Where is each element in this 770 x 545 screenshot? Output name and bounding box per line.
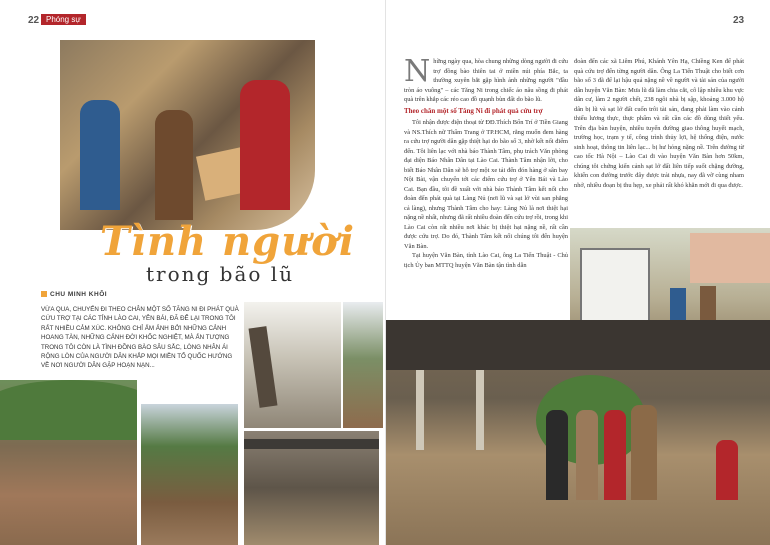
photo-landslide-road (0, 380, 137, 545)
author-byline: CHU MINH KHÔI (41, 291, 107, 298)
intro-paragraph (404, 54, 568, 105)
page-number-right: 23 (733, 15, 745, 26)
article-lede: VỪA QUA, CHUYẾN ĐI THEO CHÂN MỘT SỐ TĂNG NI ĐI PHÁT QUÀ CỨU TRỢ TẠI CÁC TỈNH LÀO CAI, YÊN BÁI, ĐÃ ĐỂ LẠI TRONG TÔI RẤT NHIỀU CẢM XÚC. KHÔNG CHỈ ẤM ẢNH BỞI NHỮNG CẢNH HOANG TÀN, NHỮNG CẢNH ĐỜI KHỐC NGHIỆT, MÀ ẤN TƯỢNG TRONG TÔI CÒN LÀ TÌNH ĐỒNG BÀO SÂU SẮC, LÒNG NHÂN ÁI RỘNG LÒN CỦA NGƯỜI DÂN KHẮP MỌI MIỀN TỔ QUỐC HƯỚNG VỀ NƠI NGƯỜI DÂN GẶP HOẠN NẠN... (41, 306, 239, 370)
section-subheading: Theo chân một số Tăng Ni đi phát quà cứu trợ (404, 106, 543, 115)
section-tag: Phóng sự (41, 14, 86, 25)
photo-monks-at-ruined-house (386, 320, 770, 545)
drop-cap: N (404, 54, 431, 89)
article-subtitle: trong bão lũ (146, 262, 295, 286)
photo-destroyed-shed (244, 431, 379, 545)
body-paragraph-3: đoàn đến các xã Liêm Phú, Khánh Yên Hạ, Chiềng Ken để phát quà cứu trợ đến từng người dân. Ông La Tiến Thuật cho biết cơn bão số 3 đã để lại hậu quả nặng nề về người và tài sản của người dân huyện Văn Bàn: Mưa lũ đã làm chia cắt, cô lập nhiều khu vực dân cư, làm 2 người chết, 238 ngôi nhà bị sập, khoảng 3.000 hộ dân bị lũ và sạt lở đất cuốn trôi tài sản, đang phải làm vào cảnh thiếu lương thực, thực phẩm và rất cần các đồ dùng thiết yếu. Trên địa bàn huyện, nhiều tuyến đường giao thông huyết mạch, trường học, trạm y tế, công trình thủy lợi, hệ thống điện, nước sinh hoạt, thông tin liên lạc... bị hư hỏng nặng nề. Trên đường từ cao tốc Hà Nội – Lào Cai đi vào huyện Văn Bàn hơn 50km, chúng tôi chứng kiến cảnh sạt lở đất liên tiếp suốt chặng đường, khiến con đường trước đây được trải nhựa, nay đã vỡ cùng nham nhở, nhiều đoạn bị thu hẹp, xe phải rất khó khăn mới đi qua được. (574, 58, 744, 189)
photo-collapsed-home (244, 302, 341, 428)
photo-riverbank-landslide (343, 302, 383, 428)
article-column-2 (574, 57, 744, 190)
intro-text: hững ngày qua, hòa chung những dòng người đi cứu trợ đồng bào thiên tai ở miền núi phía Bắc, ta thường xuyên bắt gặp hình ảnh những người "đầu tròn áo vuông" – các Tăng Ni trong chiếc áo nâu sồng đi phát quà trên khắp các réo cao đồ quạnh bùn đất do bão lũ. (404, 58, 568, 103)
page-number-left: 22 (28, 15, 40, 26)
article-title: Tình người (100, 218, 356, 265)
article-column-1 (404, 54, 568, 270)
hero-photo-aid-distribution (60, 40, 315, 230)
body-paragraph-1: Tôi nhận được điện thoại từ ĐĐ.Thích Bổn Trí ở Tiền Giang và NS.Thích nữ Thẩm Trang ở TP.HCM, rằng muốn đem hàng ra cứu trợ người dân gặp thiệt hại do bão số 3, nhờ kết nối điểm đến. Tôi liên lạc với nhà báo Thành Tâm, phụ trách Văn phòng đại diện Báo Nhân Dân tại Lào Cai. Thành Tâm nhận lời, cho biết Báo Nhân Dân sẽ hỗ trợ một xe tải đến đón hàng ở sân bay Nội Bài, vận chuyển tới các điểm cứu trợ ở Yên Bái và Lào Cai. Bạn đầu, tôi đề xuất với nhà báo Thành Tâm kết nối cho đoàn đến phát quà tại Làng Nủ (nơi lũ và sạt lở vùi san phẳng cả làng), nhưng Thành Tâm cho hay: Làng Nủ là nơi thiệt hại nặng nề nhất, nhưng đã rất nhiều đoàn đến cứu trợ rồi, trong khi Lào Cai còn rất nhiều nơi khác bị thiệt hại nặng nề, rất cần được cứu trợ. Do đó, Thành Tâm kết nối chúng tôi đến huyện Văn Bàn. (404, 119, 568, 250)
photo-flooded-hillside (141, 404, 238, 545)
body-paragraph-2: Tại huyện Văn Bàn, tỉnh Lào Cai, ông La Tiến Thuật - Chủ tịch Ủy ban MTTQ huyện Văn Bàn tận tình dẫn (404, 252, 568, 269)
